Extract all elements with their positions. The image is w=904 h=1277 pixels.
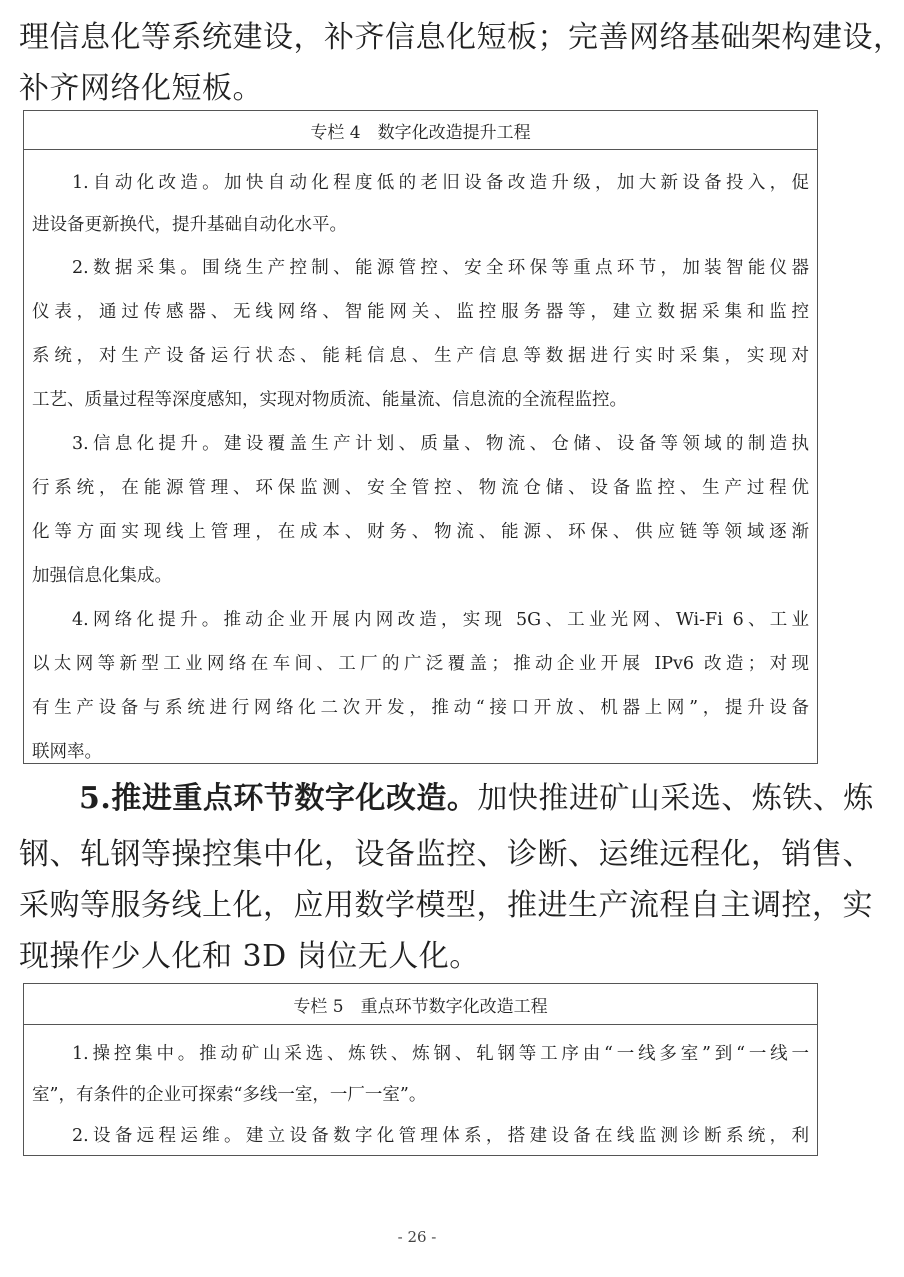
section-5-first-line [19, 773, 874, 824]
box-item-line: 1.自动化改造。加快自动化程度低的老旧设备改造升级，加大新设备投入，促 [72, 173, 809, 193]
box-item-line: 工艺、质量过程等深度感知，实现对物质流、能量流、信息流的全流程监控。 [32, 390, 627, 410]
box-item-line: 2.设备远程运维。建立设备数字化管理体系，搭建设备在线监测诊断系统，利 [72, 1126, 809, 1146]
box-item-line: 室”，有条件的企业可探索“多线一室，一厂一室”。 [32, 1085, 427, 1105]
page-number: - 26 - [397, 1228, 437, 1246]
box-item-line: 联网率。 [32, 742, 102, 762]
box-item-line: 仪表，通过传感器、无线网络、智能网关、监控服务器等，建立数据采集和监控 [32, 302, 809, 322]
box-item-line: 系统，对生产设备运行状态、能耗信息、生产信息等数据进行实时采集，实现对 [32, 346, 809, 366]
column-box-5 [23, 983, 818, 1156]
box-item-line: 4.网络化提升。推动企业开展内网改造，实现 5G、工业光网、Wi-Fi 6、工业 [72, 610, 809, 630]
box-item-line: 加强信息化集成。 [32, 566, 172, 586]
paragraph-line: 补齐网络化短板。 [19, 71, 263, 106]
box-item-line: 行系统，在能源管理、环保监测、安全管控、物流仓储、设备监控、生产过程优 [32, 478, 809, 498]
box-body [24, 150, 817, 774]
box-body [24, 1025, 817, 1157]
box-title: 专栏 5 重点环节数字化改造工程 [24, 984, 817, 1025]
box-item-line: 进设备更新换代，提升基础自动化水平。 [32, 215, 347, 235]
paragraph-line: 现操作少人化和 3D 岗位无人化。 [19, 939, 480, 974]
box-item-line: 有生产设备与系统进行网络化二次开发，推动“接口开放、机器上网”，提升设备 [32, 698, 809, 718]
paragraph-text: 加快推进矿山采选、炼铁、炼 [477, 781, 874, 816]
paragraph-line: 钢、轧钢等操控集中化，设备监控、诊断、运维远程化，销售、 [19, 837, 873, 872]
box-item-line: 以太网等新型工业网络在车间、工厂的广泛覆盖；推动企业开展 IPv6 改造；对现 [32, 654, 809, 674]
column-box-4 [23, 110, 818, 764]
box-title: 专栏 4 数字化改造提升工程 [24, 111, 817, 150]
section-heading: 5.推进重点环节数字化改造。 [79, 781, 478, 816]
box-item-line: 1.操控集中。推动矿山采选、炼铁、炼钢、轧钢等工序由“一线多室”到“一线一 [72, 1044, 809, 1064]
paragraph-line: 采购等服务线上化，应用数学模型，推进生产流程自主调控，实 [19, 888, 873, 923]
box-item-line: 2.数据采集。围绕生产控制、能源管控、安全环保等重点环节，加装智能仪器 [72, 258, 809, 278]
box-item-line: 化等方面实现线上管理，在成本、财务、物流、能源、环保、供应链等领域逐渐 [32, 522, 809, 542]
box-item-line: 3.信息化提升。建设覆盖生产计划、质量、物流、仓储、设备等领域的制造执 [72, 434, 809, 454]
paragraph-line: 理信息化等系统建设，补齐信息化短板；完善网络基础架构建设， [19, 20, 904, 55]
